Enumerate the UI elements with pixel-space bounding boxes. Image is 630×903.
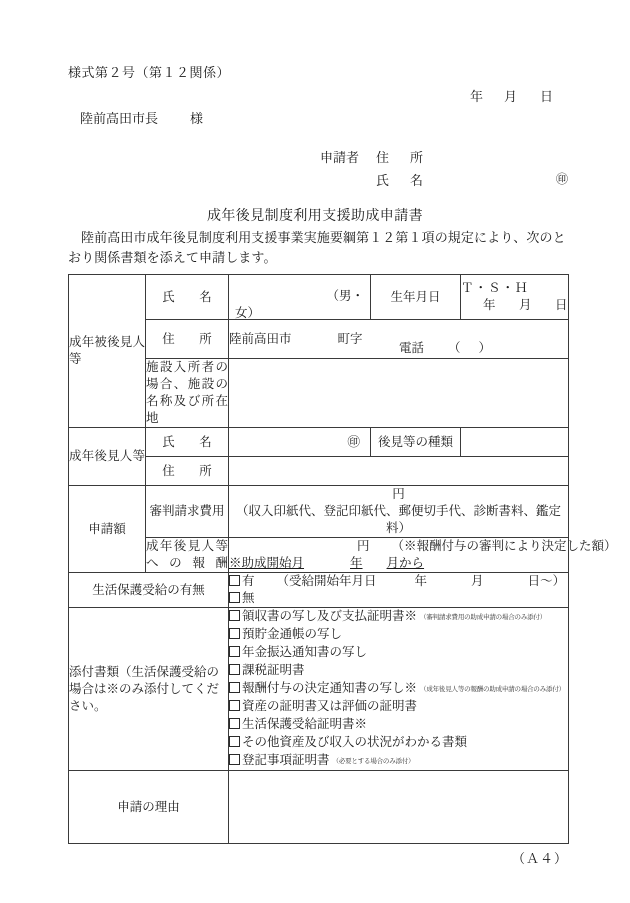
seal-icon: ㊞ bbox=[556, 172, 569, 186]
guardian-address-label: 住 所 bbox=[146, 457, 229, 486]
list-item[interactable] bbox=[229, 698, 568, 716]
form-number: 様式第２号（第１２関係） bbox=[68, 65, 231, 80]
guardian-group-label: 成年後見人等 bbox=[69, 428, 146, 486]
list-item[interactable] bbox=[229, 716, 568, 734]
list-item[interactable] bbox=[229, 752, 568, 770]
table-row-ward-name bbox=[69, 275, 569, 320]
telephone-line[interactable] bbox=[399, 340, 491, 357]
addressee-name: 陸前高田市長 bbox=[80, 111, 159, 126]
attachment-text: 預貯金通帳の写し bbox=[242, 627, 343, 641]
ward-address-label: 住 所 bbox=[146, 320, 229, 359]
ward-name-label: 氏 名 bbox=[146, 275, 229, 320]
trial-cost-note: （収入印紙代、登記印紙代、郵便切手代、診断書料、鑑定料） bbox=[236, 504, 562, 535]
checkbox-icon[interactable] bbox=[229, 736, 240, 747]
checkbox-icon[interactable] bbox=[229, 646, 240, 657]
start-month-year: 年 bbox=[350, 556, 363, 570]
attachment-text: 年金振込通知書の写し bbox=[242, 645, 368, 659]
attachment-text: 報酬付与の決定通知書の写し※ bbox=[242, 681, 418, 695]
attachment-text: 登記事項証明書 bbox=[242, 753, 330, 767]
reward-label: 成年後見人等への報酬 bbox=[146, 538, 229, 573]
page-title: 成年後見制度利用支援助成申請書 bbox=[207, 209, 423, 224]
gender-tail-label: 女） bbox=[235, 306, 261, 320]
guardian-type-label: 後見等の種類 bbox=[371, 428, 461, 457]
amount-group-label: 申請額 bbox=[69, 486, 146, 573]
checkbox-icon[interactable] bbox=[229, 628, 240, 639]
checkbox-icon[interactable] bbox=[229, 700, 240, 711]
birth-date-line bbox=[461, 297, 568, 314]
guardian-address-input[interactable] bbox=[229, 457, 569, 486]
welfare-year-label: 年 bbox=[414, 574, 428, 588]
welfare-options[interactable] bbox=[229, 573, 569, 608]
list-item[interactable] bbox=[229, 662, 568, 680]
ward-birth-label: 生年月日 bbox=[371, 275, 461, 320]
applicant-address-row bbox=[320, 147, 427, 170]
checkbox-icon[interactable] bbox=[229, 575, 240, 586]
attachment-note: （必要とする場合のみ添付） bbox=[332, 758, 415, 765]
attachment-text: 領収書の写し及び支払証明書※ bbox=[242, 609, 418, 623]
reward-input[interactable] bbox=[229, 538, 617, 573]
attachments-label: 添付書類（生活保護受給の場合は※のみ添付してください。 bbox=[69, 608, 229, 771]
welfare-receipt-open: （受給開始年月日 bbox=[276, 574, 377, 588]
applicant-name-row bbox=[320, 170, 569, 193]
start-month-label: ※助成開始月 bbox=[229, 556, 305, 570]
checkbox-icon[interactable] bbox=[229, 592, 240, 603]
checkbox-icon[interactable] bbox=[229, 718, 240, 729]
list-item[interactable] bbox=[229, 644, 568, 662]
birth-day-label: 日 bbox=[555, 298, 568, 312]
application-table bbox=[68, 274, 617, 844]
table-row-reason bbox=[69, 771, 569, 844]
telephone-paren-open: （ bbox=[448, 341, 479, 355]
trial-cost-input[interactable] bbox=[229, 486, 569, 538]
paper-size-label: （Ａ４） bbox=[512, 851, 569, 866]
welfare-option-yes[interactable] bbox=[229, 573, 568, 590]
list-item[interactable] bbox=[229, 626, 568, 644]
ward-birth-input[interactable] bbox=[461, 275, 569, 320]
birth-month-label: 月 bbox=[519, 298, 532, 312]
start-month-line bbox=[229, 555, 568, 572]
applicant-label: 申請者 bbox=[320, 150, 360, 165]
checkbox-icon[interactable] bbox=[229, 664, 240, 675]
reason-input[interactable] bbox=[229, 771, 569, 844]
trial-cost-yen: 円 bbox=[392, 487, 405, 501]
table-row-guardian-name bbox=[69, 428, 569, 457]
welfare-yes-label: 有 bbox=[242, 574, 255, 588]
checkbox-icon[interactable] bbox=[229, 610, 240, 621]
date-line bbox=[470, 86, 553, 105]
attachment-text: 生活保護受給証明書※ bbox=[242, 717, 368, 731]
reward-note: （※報酬付与の審判により決定した額） bbox=[391, 539, 617, 553]
table-row-welfare bbox=[69, 573, 569, 608]
address-city-label: 陸前高田市 bbox=[229, 331, 292, 346]
list-item[interactable] bbox=[229, 608, 568, 626]
start-month-month: 月から bbox=[386, 556, 425, 570]
welfare-receipt-close: 日～） bbox=[527, 574, 566, 588]
welfare-no-label: 無 bbox=[242, 591, 255, 605]
address-town-label: 町字 bbox=[337, 331, 363, 346]
ward-group-label: 成年被後見人等 bbox=[69, 275, 146, 428]
guardian-name-input[interactable] bbox=[229, 428, 371, 457]
welfare-label: 生活保護受給の有無 bbox=[69, 573, 229, 608]
gender-head-label: （男・ bbox=[326, 289, 364, 303]
guardian-type-input[interactable] bbox=[461, 428, 569, 457]
telephone-label: 電話 bbox=[399, 341, 425, 355]
applicant-address-label: 住 所 bbox=[376, 150, 428, 165]
telephone-paren-close: ） bbox=[478, 341, 492, 355]
ward-facility-label: 施設入所者の場合、施設の名称及び所在地 bbox=[146, 359, 229, 428]
attachments-list[interactable] bbox=[229, 608, 569, 771]
welfare-option-no[interactable] bbox=[229, 590, 568, 607]
reward-yen: 円 bbox=[357, 539, 370, 553]
addressee-honorific: 様 bbox=[190, 111, 204, 126]
date-day-label: 日 bbox=[540, 89, 554, 104]
table-row-trial-cost bbox=[69, 486, 569, 538]
checkbox-icon[interactable] bbox=[229, 754, 240, 765]
applicant-name-label: 氏 名 bbox=[376, 173, 428, 188]
list-item[interactable] bbox=[229, 734, 568, 752]
intro-paragraph: 陸前高田市成年後見制度利用支援事業実施要綱第１２第１項の規定により、次のとおり関係書類を添えて申請します。 bbox=[68, 230, 566, 265]
attachment-text: その他資産及び収入の状況がわかる書類 bbox=[242, 735, 468, 749]
attachment-text: 課税証明書 bbox=[242, 663, 305, 677]
era-options-label: Ｔ・Ｓ・Ｈ bbox=[461, 281, 529, 295]
guardian-seal-icon: ㊞ bbox=[347, 434, 360, 449]
applicant-block bbox=[320, 147, 569, 193]
reason-label: 申請の理由 bbox=[69, 771, 229, 844]
ward-name-input[interactable] bbox=[229, 275, 371, 320]
reward-amount-line bbox=[229, 538, 617, 555]
table-row-attachments bbox=[69, 608, 569, 771]
checkbox-icon[interactable] bbox=[229, 682, 240, 693]
trial-cost-label: 審判請求費用 bbox=[146, 486, 229, 538]
date-year-label: 年 bbox=[470, 89, 484, 104]
ward-facility-input[interactable] bbox=[229, 359, 569, 428]
list-item[interactable] bbox=[229, 680, 568, 698]
addressee bbox=[80, 108, 203, 127]
attachment-text: 資産の証明書又は評価の証明書 bbox=[242, 699, 418, 713]
attachment-note: （成年後見人等の報酬の助成申請の場合のみ添付） bbox=[420, 686, 565, 693]
attachment-note: （審判請求費用の助成申請の場合のみ添付） bbox=[420, 614, 547, 621]
birth-year-label: 年 bbox=[483, 298, 496, 312]
welfare-month-label: 月 bbox=[471, 574, 484, 588]
date-month-label: 月 bbox=[504, 89, 518, 104]
ward-address-input[interactable] bbox=[229, 320, 569, 359]
guardian-name-label: 氏 名 bbox=[146, 428, 229, 457]
